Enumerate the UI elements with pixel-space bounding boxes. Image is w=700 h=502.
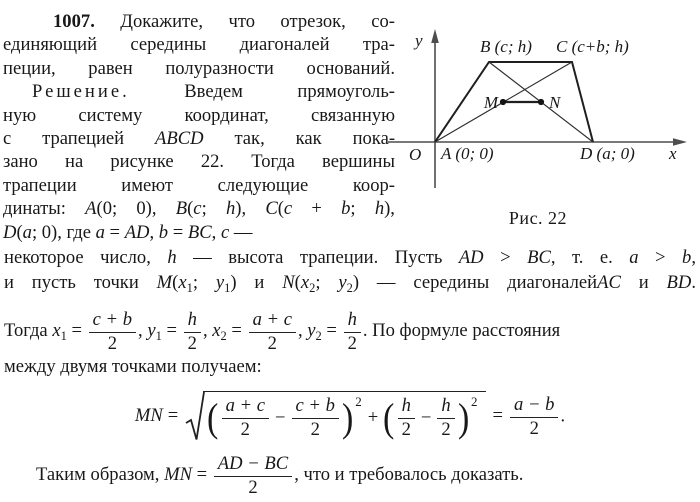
text-segment: динаты: bbox=[3, 198, 86, 220]
midpoint-m-label: M bbox=[483, 93, 498, 112]
text-segment: x bbox=[212, 320, 221, 341]
text-segment: ( bbox=[16, 221, 23, 243]
problem-text-line bbox=[3, 57, 395, 80]
text-segment: BC bbox=[187, 221, 212, 243]
text-segment: и bbox=[620, 271, 667, 293]
text-segment: ABCD bbox=[155, 127, 204, 149]
solution-text-line bbox=[4, 271, 696, 296]
text-segment: Тогда bbox=[4, 320, 53, 341]
plus-sign: + bbox=[367, 407, 379, 429]
text-segment: 2 bbox=[315, 329, 322, 343]
period: . bbox=[560, 405, 566, 427]
text-segment: D bbox=[3, 221, 17, 243]
text-segment: b bbox=[682, 247, 692, 268]
text-segment: Докажите, что отрезок, со- bbox=[94, 11, 395, 32]
solution-text-line bbox=[3, 174, 395, 197]
text-segment: ; bbox=[192, 271, 216, 293]
text-segment: Решение. bbox=[32, 81, 130, 103]
midpoint-n-label: N bbox=[549, 93, 561, 112]
fraction: $\frac{c + b}{2}$ bbox=[292, 396, 339, 440]
text-segment: 2 bbox=[220, 329, 227, 343]
text-segment: 2 bbox=[309, 280, 316, 295]
text-segment: , bbox=[149, 221, 159, 243]
text-segment: x bbox=[52, 320, 61, 341]
solution-text-line bbox=[3, 221, 395, 244]
vertex-a-label: A (0; 0) bbox=[441, 144, 494, 163]
text-segment: . bbox=[691, 271, 696, 293]
display-formula bbox=[0, 385, 700, 447]
open-paren: ( bbox=[383, 395, 395, 441]
text-segment: = bbox=[192, 464, 212, 485]
text-segment: y bbox=[147, 320, 156, 341]
text-segment: c bbox=[193, 198, 202, 220]
text-segment: MN bbox=[164, 464, 192, 485]
text-segment: Таким образом, bbox=[36, 464, 165, 485]
text-segment: , т. е. bbox=[550, 247, 630, 268]
text-segment: M bbox=[156, 271, 173, 293]
text-segment: ; 0), где bbox=[31, 221, 96, 243]
x-axis-label: x bbox=[669, 144, 677, 163]
text-segment: (0; 0), bbox=[96, 198, 176, 220]
fraction: $\frac{h}{2}$ bbox=[437, 396, 454, 440]
problem-text-line bbox=[3, 33, 395, 56]
text-segment: = bbox=[168, 221, 188, 243]
solution-text-line bbox=[3, 197, 395, 220]
text-segment: > bbox=[638, 247, 683, 268]
text-segment: a bbox=[629, 247, 639, 268]
open-paren: ( bbox=[207, 395, 219, 441]
text-segment: + bbox=[292, 198, 342, 220]
text-segment: трапеции имеют следующие коор- bbox=[3, 174, 395, 196]
text-segment: BD bbox=[666, 271, 692, 293]
fraction: $\frac{h}{2}$ bbox=[398, 396, 415, 440]
conclusion-line bbox=[36, 449, 523, 501]
text-segment: 1 bbox=[60, 329, 67, 343]
coordinates-equations-line bbox=[4, 307, 698, 355]
text-segment: ), bbox=[384, 198, 395, 220]
fraction: $\frac{h}{2}$ bbox=[184, 310, 201, 354]
radicand bbox=[203, 391, 485, 442]
text-segment: = bbox=[161, 320, 182, 341]
text-segment: — высота трапеции. Пусть bbox=[176, 247, 459, 268]
text-segment: , bbox=[297, 320, 308, 341]
text-segment: . По формуле расстояния bbox=[362, 320, 561, 341]
text-segment: ; bbox=[201, 198, 226, 220]
text-segment: зано на рисунке 22. Тогда вершины bbox=[3, 151, 395, 173]
solution-text-line bbox=[3, 127, 395, 150]
close-paren: ) bbox=[457, 395, 470, 441]
text-segment: единяющий середины диагоналей тра- bbox=[3, 34, 395, 56]
text-segment: h bbox=[225, 198, 236, 220]
text-segment: 1 bbox=[155, 329, 162, 343]
text-segment: 1 bbox=[224, 280, 231, 295]
text-segment: A bbox=[85, 198, 97, 220]
fraction: $\frac{a + c}{2}$ bbox=[249, 310, 296, 354]
text-segment: b bbox=[341, 198, 351, 220]
fraction: $\frac{a - b}{2}$ bbox=[510, 395, 558, 439]
text-segment: y bbox=[215, 271, 225, 293]
fraction: $\frac{a + c}{2}$ bbox=[222, 396, 269, 440]
text-segment: b bbox=[158, 221, 169, 243]
text-segment: , что и требовалось доказать. bbox=[294, 464, 524, 485]
text-segment: ; bbox=[315, 271, 339, 293]
text-segment: c bbox=[283, 198, 293, 220]
solution-text-line bbox=[4, 246, 696, 271]
text-segment: = bbox=[66, 320, 87, 341]
fraction: $\frac{h}{2}$ bbox=[344, 310, 361, 354]
fraction: $\frac{c + b}{2}$ bbox=[89, 310, 136, 354]
text-segment: AC bbox=[597, 271, 621, 293]
text-segment: = bbox=[321, 320, 342, 341]
text-segment: B bbox=[175, 198, 188, 220]
text-segment: = bbox=[226, 320, 247, 341]
problem-text-line bbox=[3, 10, 395, 33]
text-segment: h bbox=[374, 198, 385, 220]
text-segment: Введем прямоуголь- bbox=[129, 81, 395, 103]
point-n-dot bbox=[538, 99, 544, 105]
text-segment: ; bbox=[350, 198, 375, 220]
solution-text-line bbox=[3, 150, 395, 173]
text-segment: h bbox=[167, 247, 177, 268]
vertex-c-label: C (c+b; h) bbox=[556, 37, 629, 56]
y-axis-arrow-icon bbox=[431, 29, 439, 43]
text-segment: ( bbox=[277, 198, 284, 220]
equals-sign: = bbox=[167, 405, 179, 426]
text-segment: x bbox=[300, 271, 310, 293]
text-segment: = bbox=[104, 221, 125, 243]
text-line: между двумя точками получаем: bbox=[4, 356, 262, 377]
point-m-dot bbox=[500, 99, 506, 105]
equals-sign: = bbox=[492, 405, 503, 426]
text-segment: , bbox=[138, 320, 148, 341]
solution-text-line bbox=[3, 104, 395, 127]
text-segment: пеции, равен полуразности оснований. bbox=[3, 57, 395, 79]
text-segment: так, как пока- bbox=[203, 127, 396, 149]
text-segment: y bbox=[307, 320, 316, 341]
text-segment: ) и bbox=[230, 271, 283, 293]
text-segment: ( bbox=[294, 271, 301, 293]
radical-sign-icon bbox=[185, 391, 205, 441]
minus-sign: − bbox=[275, 407, 286, 429]
text-segment: , bbox=[211, 221, 221, 243]
vertex-d-label: D (a; 0) bbox=[580, 144, 635, 163]
text-segment: AD bbox=[458, 247, 484, 268]
text-segment: c bbox=[220, 221, 230, 243]
text-segment: N bbox=[282, 271, 295, 293]
figure-22 bbox=[388, 8, 700, 240]
text-segment: 1 bbox=[186, 280, 193, 295]
close-paren: ) bbox=[341, 395, 354, 441]
text-segment: ) — середины диагоналей bbox=[352, 271, 598, 293]
text-segment: AD bbox=[124, 221, 150, 243]
text-segment: ), bbox=[235, 198, 266, 220]
text-segment: x bbox=[178, 271, 187, 293]
exponent: 2 bbox=[355, 394, 362, 410]
radical bbox=[185, 391, 485, 442]
exponent: 2 bbox=[471, 394, 478, 410]
y-axis-label: y bbox=[415, 31, 423, 50]
text-segment: ( bbox=[172, 271, 179, 293]
text-segment: , bbox=[202, 320, 213, 341]
formula-lhs: MN bbox=[134, 405, 163, 426]
text-segment: с трапецией bbox=[3, 127, 156, 149]
text-segment: ( bbox=[187, 198, 194, 220]
text-segment: y bbox=[338, 271, 347, 293]
text-segment: BC bbox=[527, 247, 551, 268]
text-segment: и пусть точки bbox=[4, 271, 157, 293]
text-segment: некоторое число, bbox=[4, 247, 168, 268]
fraction: $\frac{AD - BC}{2}$ bbox=[214, 454, 292, 498]
figure-caption: Рис. 22 bbox=[508, 208, 568, 228]
text-segment: C bbox=[265, 198, 278, 220]
solution-full-width bbox=[4, 246, 696, 296]
text-segment: ную систему координат, связанную bbox=[3, 104, 395, 126]
text-segment: a bbox=[95, 221, 105, 243]
origin-label: O bbox=[409, 145, 422, 164]
text-segment: , bbox=[691, 247, 696, 268]
text-segment: a bbox=[22, 221, 32, 243]
solution-text-line bbox=[3, 80, 395, 103]
text-segment: > bbox=[483, 247, 528, 268]
minus-sign: − bbox=[420, 407, 432, 429]
text-segment: — bbox=[229, 221, 253, 243]
text-segment: 1007. bbox=[53, 11, 95, 32]
text-segment: 2 bbox=[346, 280, 353, 295]
problem-solution-column bbox=[3, 10, 395, 244]
vertex-b-label: B (c; h) bbox=[480, 37, 532, 56]
